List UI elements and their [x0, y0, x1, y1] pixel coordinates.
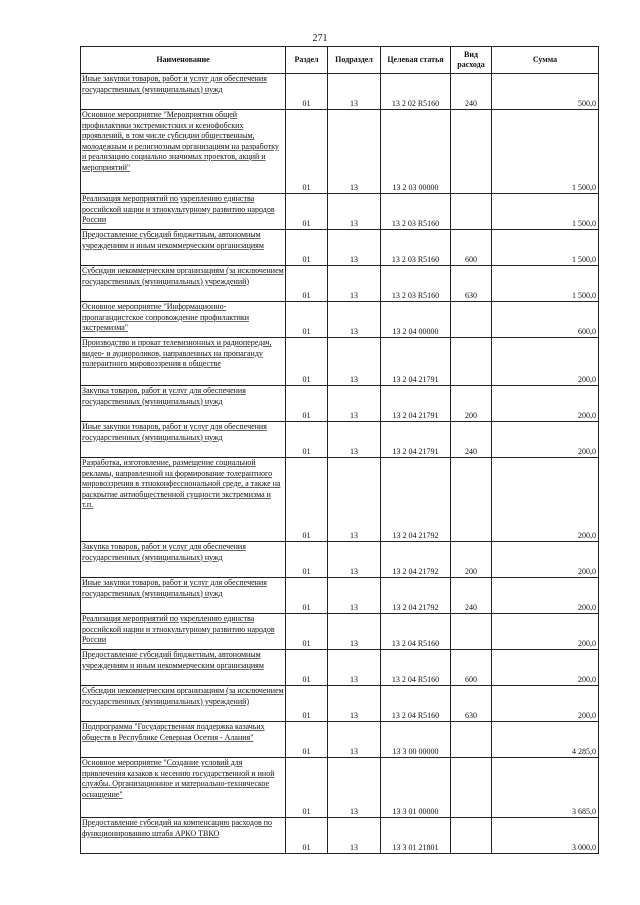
- row-vid: 200: [451, 542, 492, 578]
- table-header-row: [81, 47, 599, 74]
- row-razdel: 01: [286, 230, 328, 266]
- row-vid: 240: [451, 74, 492, 110]
- row-summa: 3 000,0: [492, 818, 599, 854]
- row-name: Иные закупки товаров, работ и услуг для обеспечения государственных (муниципальных) нужд: [81, 578, 286, 614]
- row-podrazdel: 13: [328, 386, 381, 422]
- row-podrazdel: 13: [328, 230, 381, 266]
- row-name: Предоставление субсидий бюджетным, автономным учреждениям и иным некоммерческим организациям: [81, 650, 286, 686]
- row-vid: 240: [451, 422, 492, 458]
- row-podrazdel: 13: [328, 542, 381, 578]
- row-summa: 200,0: [492, 386, 599, 422]
- row-statya: 13 2 04 21792: [381, 458, 451, 542]
- row-vid: [451, 302, 492, 338]
- table-row: [81, 578, 599, 614]
- row-podrazdel: 13: [328, 266, 381, 302]
- table-row: [81, 338, 599, 386]
- row-summa: 200,0: [492, 650, 599, 686]
- row-statya: 13 2 04 R5160: [381, 614, 451, 650]
- header-podrazdel: Подраздел: [328, 47, 381, 74]
- row-summa: 200,0: [492, 338, 599, 386]
- row-name: Разработка, изготовление, размещение социальной рекламы, направленной на формирование толерантного мировоззрения в этноконфессиональной среде, а также на раскрытие антиобщественной сущности экстремизма и т.п.: [81, 458, 286, 542]
- row-summa: 1 500,0: [492, 194, 599, 230]
- row-name: Иные закупки товаров, работ и услуг для обеспечения государственных (муниципальных) нужд: [81, 74, 286, 110]
- row-summa: 200,0: [492, 578, 599, 614]
- row-podrazdel: 13: [328, 650, 381, 686]
- table-row: [81, 74, 599, 110]
- header-summa: Сумма: [492, 47, 599, 74]
- row-razdel: 01: [286, 686, 328, 722]
- row-statya: 13 2 04 00000: [381, 302, 451, 338]
- row-statya: 13 2 03 R5160: [381, 230, 451, 266]
- row-summa: 1 500,0: [492, 266, 599, 302]
- row-statya: 13 3 01 00000: [381, 758, 451, 818]
- row-podrazdel: 13: [328, 686, 381, 722]
- row-vid: [451, 458, 492, 542]
- row-podrazdel: 13: [328, 302, 381, 338]
- row-name: Закупка товаров, работ и услуг для обеспечения государственных (муниципальных) нужд: [81, 386, 286, 422]
- header-vid: Вид расхода: [451, 47, 492, 74]
- row-podrazdel: 13: [328, 758, 381, 818]
- table-row: [81, 266, 599, 302]
- row-statya: 13 2 04 21791: [381, 338, 451, 386]
- table-row: [81, 422, 599, 458]
- row-vid: 600: [451, 230, 492, 266]
- row-statya: 13 2 03 R5160: [381, 194, 451, 230]
- row-razdel: 01: [286, 758, 328, 818]
- row-razdel: 01: [286, 110, 328, 194]
- table-row: [81, 650, 599, 686]
- row-statya: 13 2 04 R5160: [381, 650, 451, 686]
- row-name: Реализация мероприятий по укреплению единства российской нации и этнокультурному развитию народов России: [81, 194, 286, 230]
- header-name: Наименование: [81, 47, 286, 74]
- row-podrazdel: 13: [328, 194, 381, 230]
- row-summa: 1 500,0: [492, 230, 599, 266]
- row-name: Предоставление субсидий на компенсацию расходов по функционированию штаба АРКО ТВКО: [81, 818, 286, 854]
- row-vid: [451, 758, 492, 818]
- row-statya: 13 2 04 21792: [381, 578, 451, 614]
- table-body: [81, 74, 599, 854]
- row-vid: [451, 194, 492, 230]
- row-vid: [451, 818, 492, 854]
- row-summa: 3 685,0: [492, 758, 599, 818]
- row-summa: 200,0: [492, 422, 599, 458]
- row-razdel: 01: [286, 194, 328, 230]
- table-row: [81, 758, 599, 818]
- row-podrazdel: 13: [328, 422, 381, 458]
- row-name: Производство и прокат телевизионных и радиопередач, видео- и аудиороликов, направленных на пропаганду толерантного мировоззрения в обществе: [81, 338, 286, 386]
- row-podrazdel: 13: [328, 722, 381, 758]
- row-podrazdel: 13: [328, 338, 381, 386]
- table-row: [81, 194, 599, 230]
- row-statya: 13 2 04 21791: [381, 386, 451, 422]
- row-vid: 200: [451, 386, 492, 422]
- header-razdel: Раздел: [286, 47, 328, 74]
- row-razdel: 01: [286, 614, 328, 650]
- row-razdel: 01: [286, 302, 328, 338]
- row-name: Субсидии некоммерческим организациям (за исключением государственных (муниципальных) учреждений): [81, 266, 286, 302]
- row-statya: 13 2 03 R5160: [381, 266, 451, 302]
- row-razdel: 01: [286, 266, 328, 302]
- row-name: Иные закупки товаров, работ и услуг для обеспечения государственных (муниципальных) нужд: [81, 422, 286, 458]
- row-summa: 4 285,0: [492, 722, 599, 758]
- row-name: Закупка товаров, работ и услуг для обеспечения государственных (муниципальных) нужд: [81, 542, 286, 578]
- row-statya: 13 3 01 21801: [381, 818, 451, 854]
- row-summa: 600,0: [492, 302, 599, 338]
- row-razdel: 01: [286, 386, 328, 422]
- table-row: [81, 458, 599, 542]
- row-vid: [451, 614, 492, 650]
- row-statya: 13 2 04 21791: [381, 422, 451, 458]
- table-row: [81, 614, 599, 650]
- row-statya: 13 2 04 21792: [381, 542, 451, 578]
- row-summa: 500,0: [492, 74, 599, 110]
- row-razdel: 01: [286, 818, 328, 854]
- row-summa: 200,0: [492, 458, 599, 542]
- row-podrazdel: 13: [328, 818, 381, 854]
- row-statya: 13 2 03 00000: [381, 110, 451, 194]
- row-statya: 13 2 02 R5160: [381, 74, 451, 110]
- row-name: Основное мероприятие "Мероприятия общей профилактики экстремистских и ксенофобских проявлений, в том числе субсидии общественным, молодежным и религиозным организациям на разработку и реализацию социально значимых проектов, акций и мероприятий": [81, 110, 286, 194]
- page-number: 271: [312, 33, 328, 44]
- row-summa: 200,0: [492, 686, 599, 722]
- header-statya: Целевая статья: [381, 47, 451, 74]
- table-row: [81, 386, 599, 422]
- row-razdel: 01: [286, 422, 328, 458]
- row-statya: 13 2 04 R5160: [381, 686, 451, 722]
- row-podrazdel: 13: [328, 578, 381, 614]
- row-summa: 1 500,0: [492, 110, 599, 194]
- row-summa: 200,0: [492, 614, 599, 650]
- row-vid: [451, 338, 492, 386]
- table-row: [81, 230, 599, 266]
- row-razdel: 01: [286, 458, 328, 542]
- row-vid: 630: [451, 266, 492, 302]
- row-razdel: 01: [286, 74, 328, 110]
- budget-table: [80, 46, 599, 854]
- row-name: Субсидии некоммерческим организациям (за исключением государственных (муниципальных) учреждений): [81, 686, 286, 722]
- row-razdel: 01: [286, 338, 328, 386]
- table-row: [81, 722, 599, 758]
- table-row: [81, 302, 599, 338]
- row-podrazdel: 13: [328, 458, 381, 542]
- table-row: [81, 818, 599, 854]
- row-name: Предоставление субсидий бюджетным, автономным учреждениям и иным некоммерческим организациям: [81, 230, 286, 266]
- row-name: Основное мероприятие "Создание условий для привлечения казаков к несению государственной и иной службы. Организационное и материально-техническое оснащение": [81, 758, 286, 818]
- row-vid: [451, 722, 492, 758]
- row-vid: [451, 110, 492, 194]
- row-vid: 600: [451, 650, 492, 686]
- row-razdel: 01: [286, 578, 328, 614]
- row-vid: 630: [451, 686, 492, 722]
- row-name: Реализация мероприятий по укреплению единства российской нации и этнокультурному развитию народов России: [81, 614, 286, 650]
- row-name: Подпрограмма "Государственная поддержка казачьих обществ в Республике Северная Осетия - Алания": [81, 722, 286, 758]
- row-razdel: 01: [286, 542, 328, 578]
- row-vid: 240: [451, 578, 492, 614]
- row-summa: 200,0: [492, 542, 599, 578]
- row-razdel: 01: [286, 722, 328, 758]
- row-podrazdel: 13: [328, 614, 381, 650]
- table-row: [81, 686, 599, 722]
- table-row: [81, 542, 599, 578]
- table-row: [81, 110, 599, 194]
- row-podrazdel: 13: [328, 110, 381, 194]
- row-name: Основное мероприятие "Информационно-пропагандистское сопровождение профилактики экстремизма": [81, 302, 286, 338]
- row-statya: 13 3 00 00000: [381, 722, 451, 758]
- row-razdel: 01: [286, 650, 328, 686]
- row-podrazdel: 13: [328, 74, 381, 110]
